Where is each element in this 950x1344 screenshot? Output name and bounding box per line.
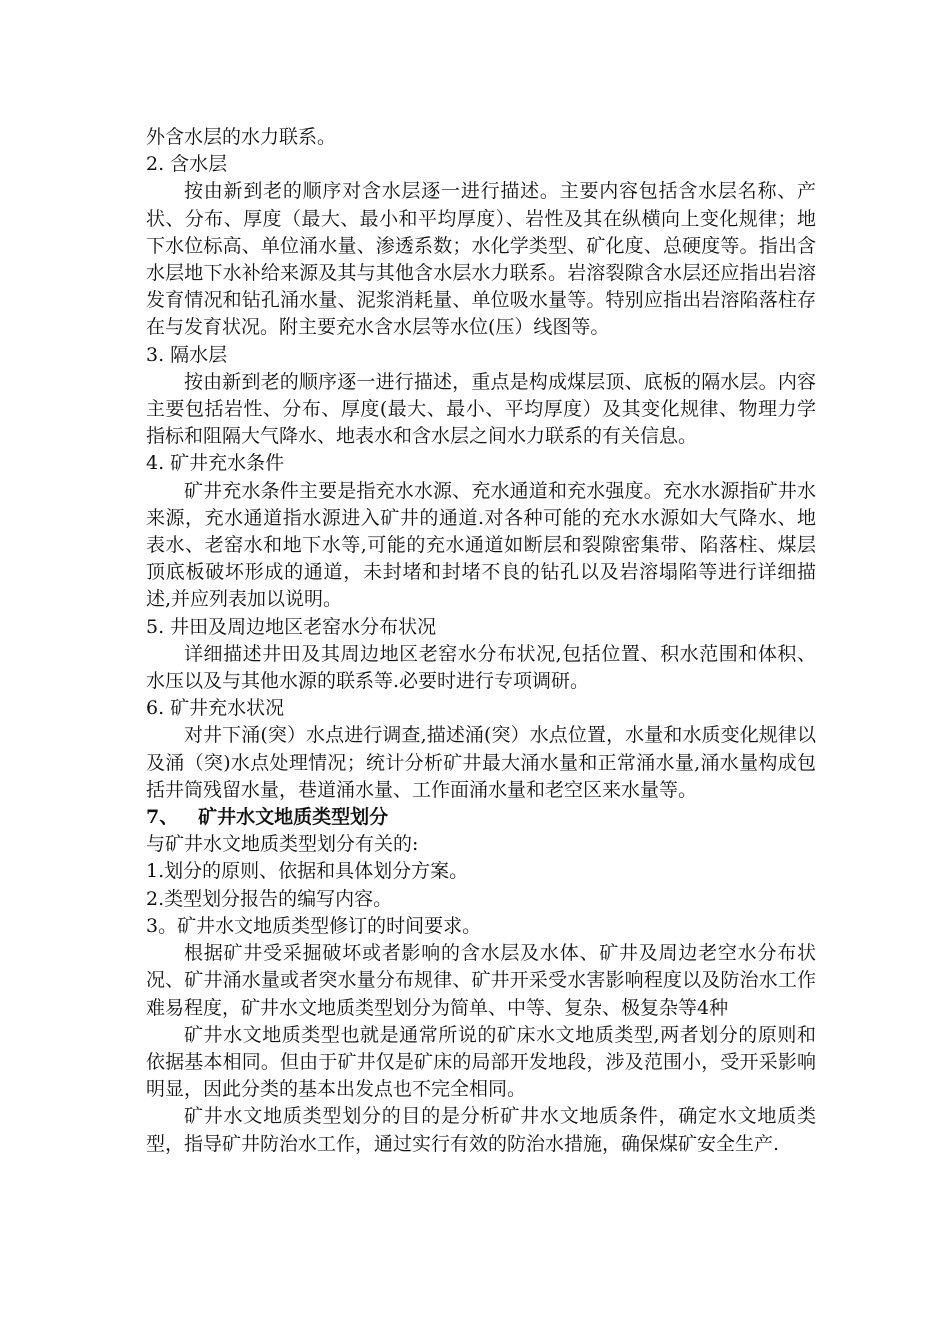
heading-aquifer: 2. 含水层 — [146, 153, 228, 176]
paragraph-classification-basis: 根据矿井受采掘破坏或者影响的含水层及水体、矿井及周边老空水分布状况、矿井涌水量或者突水量分布规律、矿井开采受水害影响程度以及防治水工作难易程度，矿井水文地质类型划分为简单、中等、复杂、极复杂等4种 — [146, 942, 816, 1019]
heading-water-filling-conditions: 4. 矿井充水条件 — [146, 452, 285, 475]
heading-old-kiln-water: 5. 井田及周边地区老窑水分布状况 — [146, 615, 437, 638]
heading-aquiclude: 3. 隔水层 — [146, 343, 228, 366]
heading-water-filling-status: 6. 矿井充水状况 — [146, 697, 285, 720]
paragraph-type-definition: 矿井水文地质类型也就是通常所说的矿床水文地质类型,两者划分的原则和依据基本相同。但由于矿井仅是矿床的局部开发地段，涉及范围小，受开采影响明显，因此分类的基本出发点也不完全相同。 — [146, 1023, 816, 1101]
list-item: 3。矿井水文地质类型修订的时间要求。 — [146, 914, 482, 937]
paragraph-continuation: 外含水层的水力联系。 — [146, 126, 337, 148]
paragraph-classification-purpose: 矿井水文地质类型划分的目的是分析矿井水文地质条件，确定水文地质类型，指导矿井防治水工作，通过实行有效的防治水措施，确保煤矿安全生产. — [146, 1105, 816, 1155]
paragraph-aquifer: 按由新到老的顺序对含水层逐一进行描述。主要内容包括含水层名称、产状、分布、厚度（最大、最小和平均厚度）、岩性及其在纵横向上变化规律；地下水位标高、单位涌水量、渗透系数；水化学类型、矿化度、总硬度等。指出含水层地下水补给来源及其与其他含水层水力联系。岩溶裂隙含水层还应指出岩溶发育情况和钻孔涌水量、泥浆消耗量、单位吸水量等。特别应指出岩溶陷落柱存在与发育状况。附主要充水含水层等水位(压）线图等。 — [146, 180, 816, 339]
heading-hydrogeological-type: 7、 矿井水文地质类型划分 — [146, 806, 389, 829]
list-item: 1.划分的原则、依据和具体划分方案。 — [146, 860, 469, 883]
document-body — [146, 124, 816, 1158]
list-item: 2.类型划分报告的编写内容。 — [146, 887, 393, 910]
paragraph-aquiclude: 按由新到老的顺序逐一进行描述，重点是构成煤层顶、底板的隔水层。内容主要包括岩性、分布、厚度(最大、最小、平均厚度）及其变化规律、物理力学指标和阻隔大气降水、地表水和含水层之间水力联系的有关信息。 — [146, 370, 816, 448]
paragraph-water-filling-conditions: 矿井充水条件主要是指充水水源、充水通道和充水强度。充水水源指矿井水来源，充水通道指水源进入矿井的通道.对各种可能的充水水源如大气降水、地表水、老窑水和地下水等,可能的充水通道如断层和裂隙密集带、陷落柱、煤层顶底板破坏形成的通道，未封堵和封堵不良的钻孔以及岩溶塌陷等进行详细描述,并应列表加以说明。 — [146, 479, 816, 611]
paragraph-water-filling-status: 对井下涌(突）水点进行调查,描述涌(突）水点位置，水量和水质变化规律以及涌（突)水点处理情况；统计分析矿井最大涌水量和正常涌水量,涌水量构成包括井筒残留水量，巷道涌水量、工作面涌水量和老空区来水量等。 — [146, 724, 816, 801]
paragraph-old-kiln-water: 详细描述井田及其周边地区老窑水分布状况,包括位置、积水范围和体积、水压以及与其他水源的联系等.必要时进行专项调研。 — [146, 642, 816, 693]
list-intro: 与矿井水文地质类型划分有关的: — [146, 833, 419, 856]
